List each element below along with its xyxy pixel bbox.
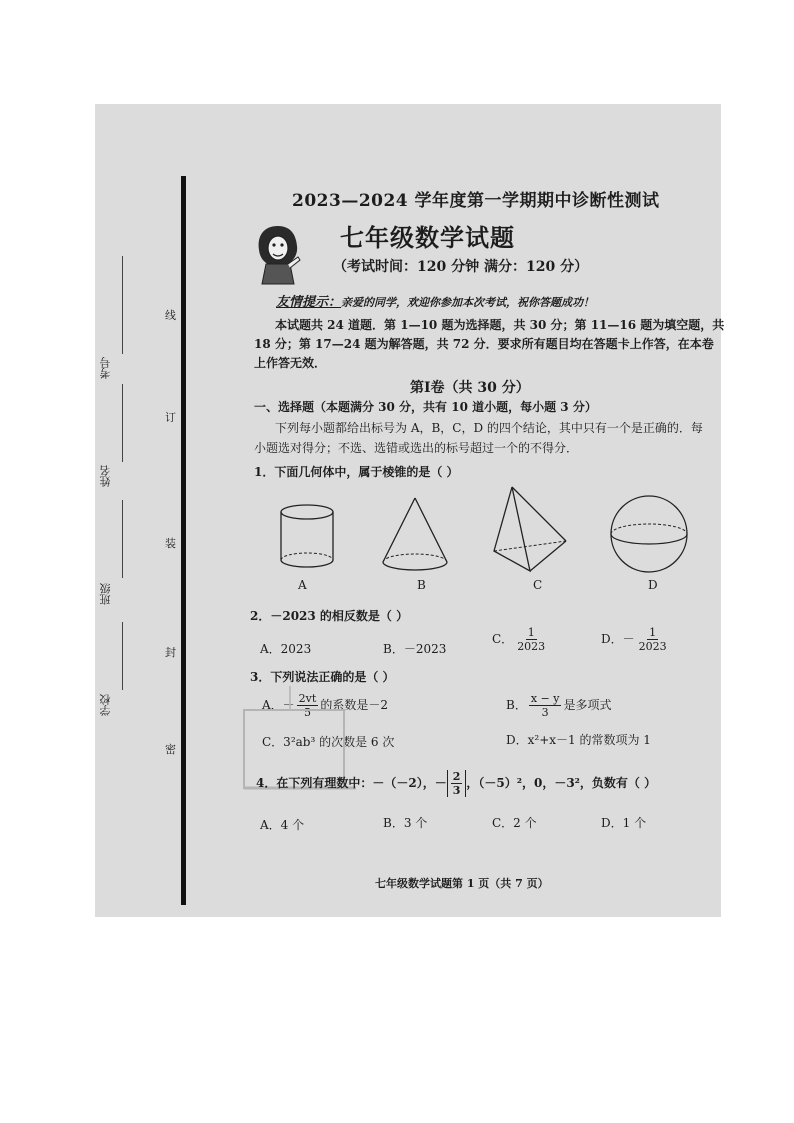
q1-label-b: B (417, 578, 426, 592)
q4-stem-end: ，（－5）²，0，－3²，负数有（ ） (466, 776, 657, 790)
q3-stem: 3．下列说法正确的是（ ） (250, 670, 395, 684)
mascot-illustration (254, 224, 302, 286)
class-line (122, 500, 123, 578)
instructions-line-3: 上作答无效． (254, 356, 327, 370)
q4-abs-fraction (451, 770, 463, 797)
q3-b-suffix: 是多项式 (563, 698, 612, 712)
name-label: 姓名 (99, 465, 112, 487)
q1-stem: 1．下面几何体中，属于棱锥的是（ ） (254, 465, 459, 479)
q4-abs-bars (447, 770, 467, 797)
q4-stem (256, 770, 656, 797)
pyramid-figure (490, 485, 570, 577)
q1-label-a: A (298, 578, 307, 592)
q3-a-num: 2vt (298, 692, 317, 705)
exam-time-info: （考试时间：120 分钟 满分：120 分） (333, 259, 589, 275)
q4-option-a: A．4 个 (260, 818, 305, 832)
q1-label-c: C (533, 578, 543, 592)
seal-char-secret: 密 (165, 743, 176, 756)
q3-b-prefix: B． (506, 698, 527, 712)
exam-title-subject: 七年级数学试题 (340, 223, 515, 252)
q3-b-den: 3 (541, 706, 549, 719)
cylinder-figure (278, 502, 336, 572)
q4-option-c: C．2 个 (492, 816, 537, 830)
seal-char-bind: 装 (165, 537, 176, 550)
q1-label-d: D (648, 578, 658, 592)
q3-b-num: x − y (530, 692, 560, 705)
q4-abs-den: 3 (452, 784, 461, 797)
q4-abs-num: 2 (452, 770, 461, 783)
tip-lead: 友情提示： (276, 295, 342, 310)
q3-option-b (506, 692, 611, 719)
q2-d-den: 2023 (638, 640, 667, 653)
q2-c-den: 2023 (517, 640, 546, 653)
q4-option-b: B．3 个 (383, 816, 428, 830)
part-title: 一、选择题（本题满分 30 分，共有 10 道小题，每小题 3 分） (254, 400, 597, 414)
cone-figure (380, 496, 450, 574)
tip-text: 亲爱的同学，欢迎你参加本次考试，祝你答题成功！ (341, 296, 595, 309)
id-label: 考号 (99, 357, 112, 379)
sphere-figure (608, 492, 690, 576)
q3-a-prefix: A．－ (262, 698, 295, 712)
binding-rule (181, 176, 186, 905)
school-line (122, 622, 123, 690)
q4-stem-start: 4．在下列有理数中：－（－2），－ (256, 776, 447, 790)
class-label: 班级 (99, 583, 112, 605)
section-title: 第Ⅰ卷（共 30 分） (410, 380, 530, 396)
school-label: 学校 (99, 694, 112, 716)
part-desc-2: 小题选对得分；不选、选错或选出的标号超过一个的不得分． (254, 441, 579, 455)
q2-option-b: B．－2023 (383, 642, 447, 656)
q2-option-a: A．2023 (260, 642, 312, 656)
instructions-line-2: 18 分；第 17—24 题为解答题，共 72 分．要求所有题目均在答题卡上作答，在本卷 (254, 337, 714, 351)
q3-a-den: 5 (303, 706, 311, 719)
q2-c-fraction (515, 626, 547, 653)
q2-d-num: 1 (649, 626, 657, 639)
instructions-line-1: 本试题共 24 道题．第 1—10 题为选择题，共 30 分；第 11—16 题为填空题，共 (275, 318, 725, 332)
q3-option-d: D．x²+x－1 的常数项为 1 (506, 733, 651, 747)
seal-char-line: 线 (165, 309, 176, 322)
id-line (122, 256, 123, 354)
q2-c-num: 1 (527, 626, 535, 639)
exam-title-year: 2023—2024 学年度第一学期期中诊断性测试 (292, 191, 660, 211)
q2-c-prefix: C． (492, 632, 514, 646)
q2-d-prefix: D．－ (601, 632, 635, 646)
q2-option-c (492, 626, 549, 653)
q3-option-c: C．3²ab³ 的次数是 6 次 (262, 735, 395, 749)
q3-b-fraction (529, 692, 562, 719)
q2-option-d (601, 626, 671, 653)
name-line (122, 384, 123, 462)
q4-option-d: D．1 个 (601, 816, 647, 830)
q2-stem: 2．－2023 的相反数是（ ） (250, 609, 409, 623)
q3-a-suffix: 的系数是－2 (320, 698, 388, 712)
part-desc-1: 下列每小题都给出标号为 A，B，C，D 的四个结论，其中只有一个是正确的．每 (275, 421, 703, 435)
seal-char-seal: 封 (165, 646, 176, 659)
seal-char-order: 订 (165, 411, 176, 424)
q2-d-fraction (637, 626, 669, 653)
friendly-tip (276, 291, 594, 310)
page-footer: 七年级数学试题第 1 页（共 7 页） (375, 877, 549, 890)
